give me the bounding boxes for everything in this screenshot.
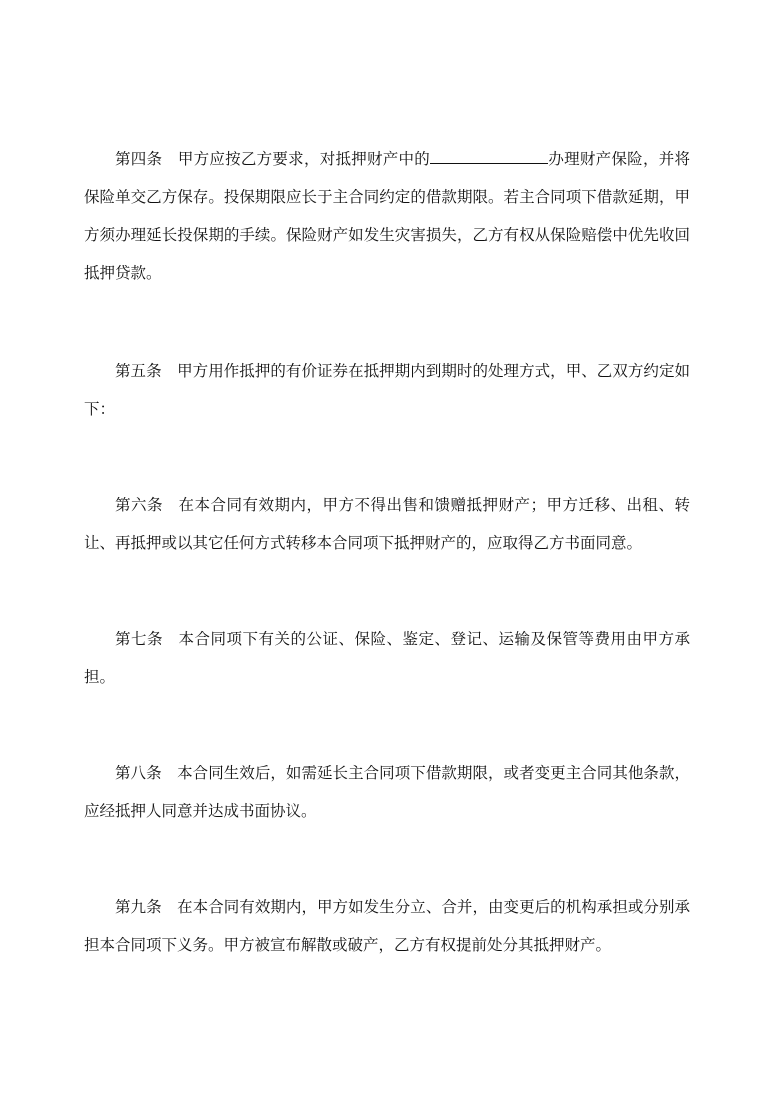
clause-text: 办理财产保险，并将保险单交乙方保存。投保期限应长于主合同约定的借款期限。若主合同项下借款延期，甲方须办理延长投保期的手续。保险财产如发生灾害损失，乙方有权从保险赔偿中优先收回抵押贷款。 [84,150,690,282]
document-page [84,140,690,964]
clause-6 [84,486,690,562]
clause-5 [84,352,690,428]
clause-7 [84,620,690,696]
clause-number: 第四条 [115,150,163,168]
clause-8 [84,754,690,830]
fill-in-blank[interactable] [430,149,548,164]
clause-text: 在本合同有效期内，甲方如发生分立、合并，由变更后的机构承担或分别承担本合同项下义务。甲方被宣布解散或破产，乙方有权提前处分其抵押财产。 [84,898,690,954]
clause-9 [84,888,690,964]
clause-number: 第九条 [115,898,162,916]
clause-number: 第七条 [115,630,163,648]
clause-number: 第五条 [115,362,162,380]
clause-text: 在本合同有效期内，甲方不得出售和馈赠抵押财产；甲方迁移、出租、转让、再抵押或以其它任何方式转移本合同项下抵押财产的，应取得乙方书面同意。 [84,496,690,552]
clause-text: 本合同项下有关的公证、保险、鉴定、登记、运输及保管等费用由甲方承担。 [84,630,690,686]
clause-text: 本合同生效后，如需延长主合同项下借款期限，或者变更主合同其他条款，应经抵押人同意并达成书面协议。 [84,764,690,820]
clause-4 [84,140,690,292]
clause-number: 第六条 [115,496,163,514]
clause-text: 甲方用作抵押的有价证券在抵押期内到期时的处理方式，甲、乙双方约定如下： [84,362,690,418]
clause-text: 甲方应按乙方要求，对抵押财产中的 [177,150,431,168]
clause-number: 第八条 [115,764,162,782]
